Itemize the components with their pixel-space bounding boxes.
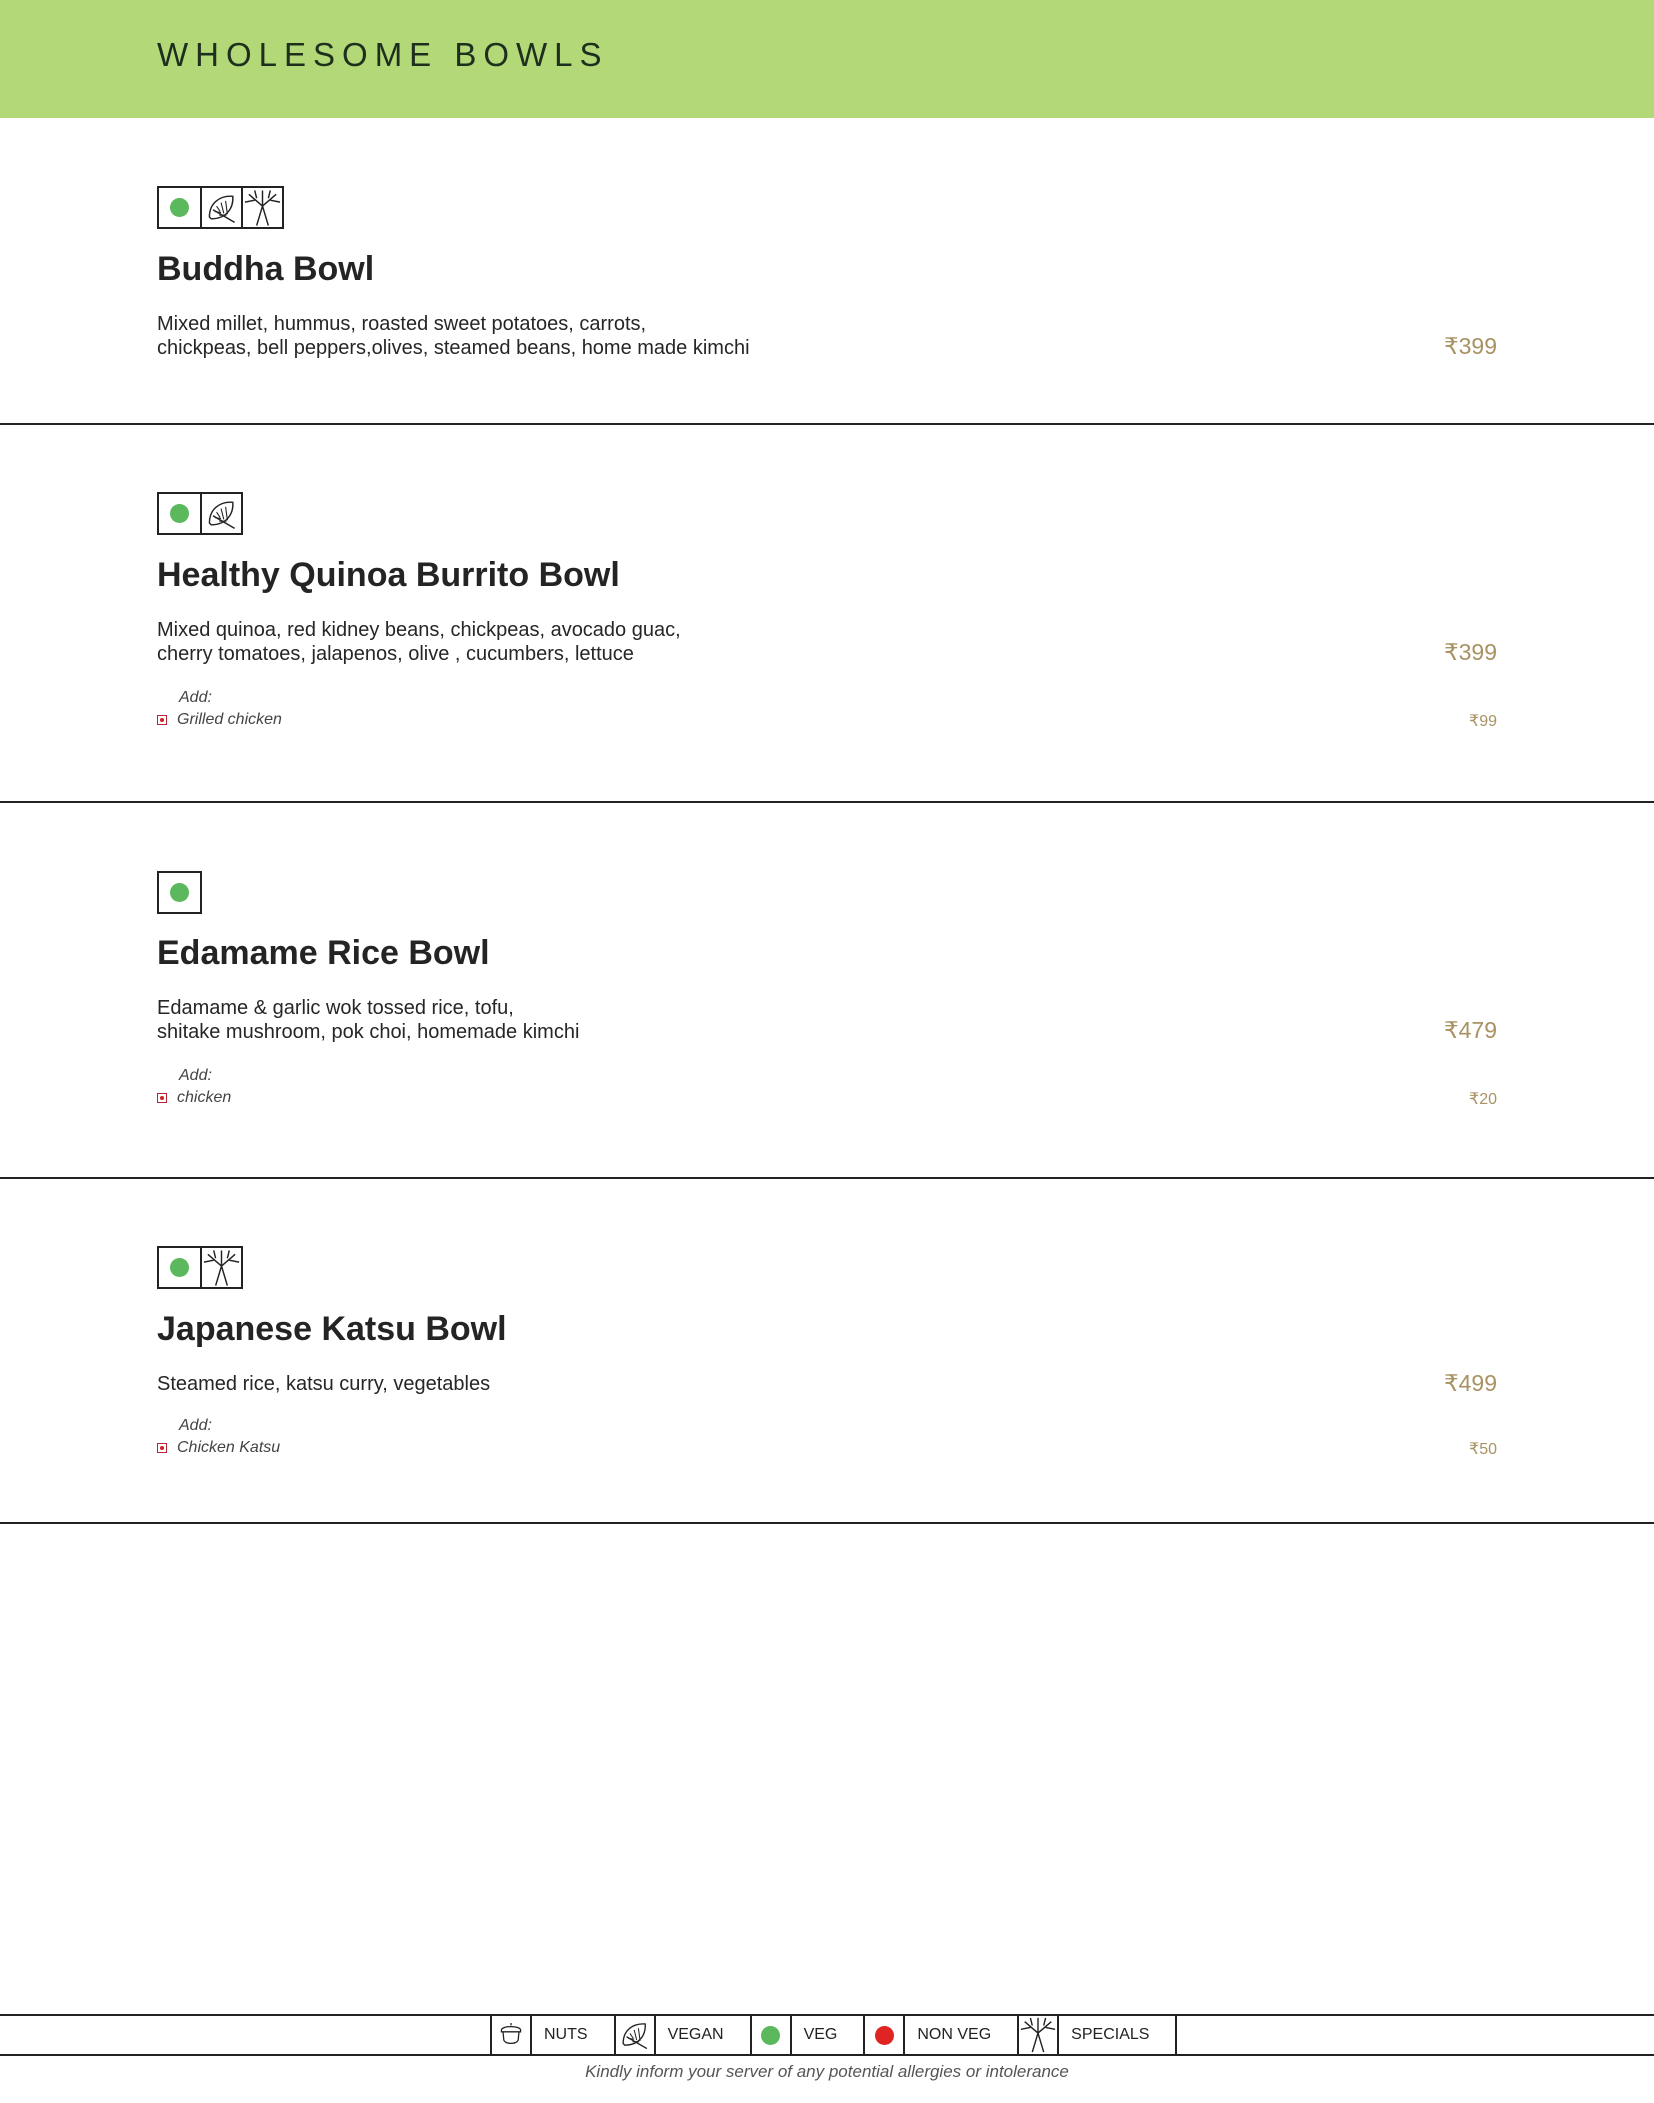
allergy-footnote: Kindly inform your server of any potential allergies or intolerance: [585, 2062, 1069, 2081]
veg-icon: [752, 2015, 792, 2055]
divider: [0, 1177, 1654, 1179]
item-description: [157, 618, 681, 666]
non-veg-icon: [865, 2015, 905, 2055]
legend-label: SPECIALS: [1059, 2015, 1177, 2055]
addon-row: [157, 711, 282, 729]
description-line: cherry tomatoes, jalapenos, olive , cucumbers, lettuce: [157, 643, 634, 665]
legend-label: VEGAN: [656, 2015, 752, 2055]
legend-label: NON VEG: [905, 2015, 1019, 2055]
divider: [0, 423, 1654, 425]
item-description: [157, 1372, 490, 1396]
legend-item-nuts: [492, 2015, 616, 2055]
veg-icon: [159, 1248, 200, 1287]
description-line: Steamed rice, katsu curry, vegetables: [157, 1373, 491, 1395]
description-line: Mixed millet, hummus, roasted sweet potatoes, carrots,: [157, 313, 647, 335]
header-banner: [0, 0, 1654, 118]
addon-row: [157, 1089, 231, 1107]
non-veg-icon: [157, 1093, 167, 1103]
item-description: [157, 312, 750, 360]
legend-label: NUTS: [532, 2015, 616, 2055]
diet-tags: [157, 871, 202, 914]
item-name: Healthy Quinoa Burrito Bowl: [157, 556, 620, 594]
addon-price: ₹99: [1469, 713, 1497, 730]
legend-bottom-rule: [0, 2054, 1654, 2056]
specials-icon: [241, 188, 282, 227]
addon-row: [157, 1439, 280, 1457]
diet-tags: [157, 186, 284, 229]
non-veg-icon: [157, 715, 167, 725]
item-price: ₹399: [1443, 639, 1497, 665]
item-price: ₹479: [1443, 1017, 1497, 1043]
legend-item-veg: [752, 2015, 866, 2055]
item-price: ₹499: [1443, 1370, 1497, 1396]
page-title: WHOLESOME BOWLS: [157, 36, 609, 73]
item-price: ₹399: [1443, 333, 1497, 359]
addon-label: Add:: [179, 1067, 212, 1084]
addon-label: Add:: [179, 689, 212, 706]
veg-icon: [159, 494, 200, 533]
divider: [0, 1522, 1654, 1524]
description-line: shitake mushroom, pok choi, homemade kimchi: [157, 1021, 580, 1043]
legend: [490, 2015, 1177, 2055]
item-name: Edamame Rice Bowl: [157, 934, 490, 972]
description-line: Mixed quinoa, red kidney beans, chickpeas, avocado guac,: [157, 619, 681, 641]
legend-item-specials: [1019, 2015, 1177, 2055]
addon-name: chicken: [177, 1089, 232, 1106]
addon-label: Add:: [179, 1417, 212, 1434]
addon-price: ₹20: [1469, 1091, 1497, 1108]
legend-item-vegan: [616, 2015, 752, 2055]
vegan-icon: [200, 188, 241, 227]
veg-icon: [159, 188, 200, 227]
legend-item-non-veg: [865, 2015, 1019, 2055]
diet-tags: [157, 1246, 243, 1289]
legend-label: VEG: [792, 2015, 866, 2055]
vegan-icon: [200, 494, 241, 533]
nuts-icon: [492, 2015, 532, 2055]
item-name: Buddha Bowl: [157, 250, 375, 288]
specials-icon: [200, 1248, 241, 1287]
vegan-icon: [616, 2015, 656, 2055]
specials-icon: [1019, 2015, 1059, 2055]
description-line: chickpeas, bell peppers,olives, steamed beans, home made kimchi: [157, 337, 750, 359]
addon-name: Chicken Katsu: [177, 1439, 281, 1456]
divider: [0, 801, 1654, 803]
item-description: [157, 996, 579, 1044]
addon-price: ₹50: [1469, 1441, 1497, 1458]
addon-name: Grilled chicken: [177, 711, 282, 728]
description-line: Edamame & garlic wok tossed rice, tofu,: [157, 997, 514, 1019]
diet-tags: [157, 492, 243, 535]
veg-icon: [159, 873, 200, 912]
non-veg-icon: [157, 1443, 167, 1453]
item-name: Japanese Katsu Bowl: [157, 1310, 507, 1348]
